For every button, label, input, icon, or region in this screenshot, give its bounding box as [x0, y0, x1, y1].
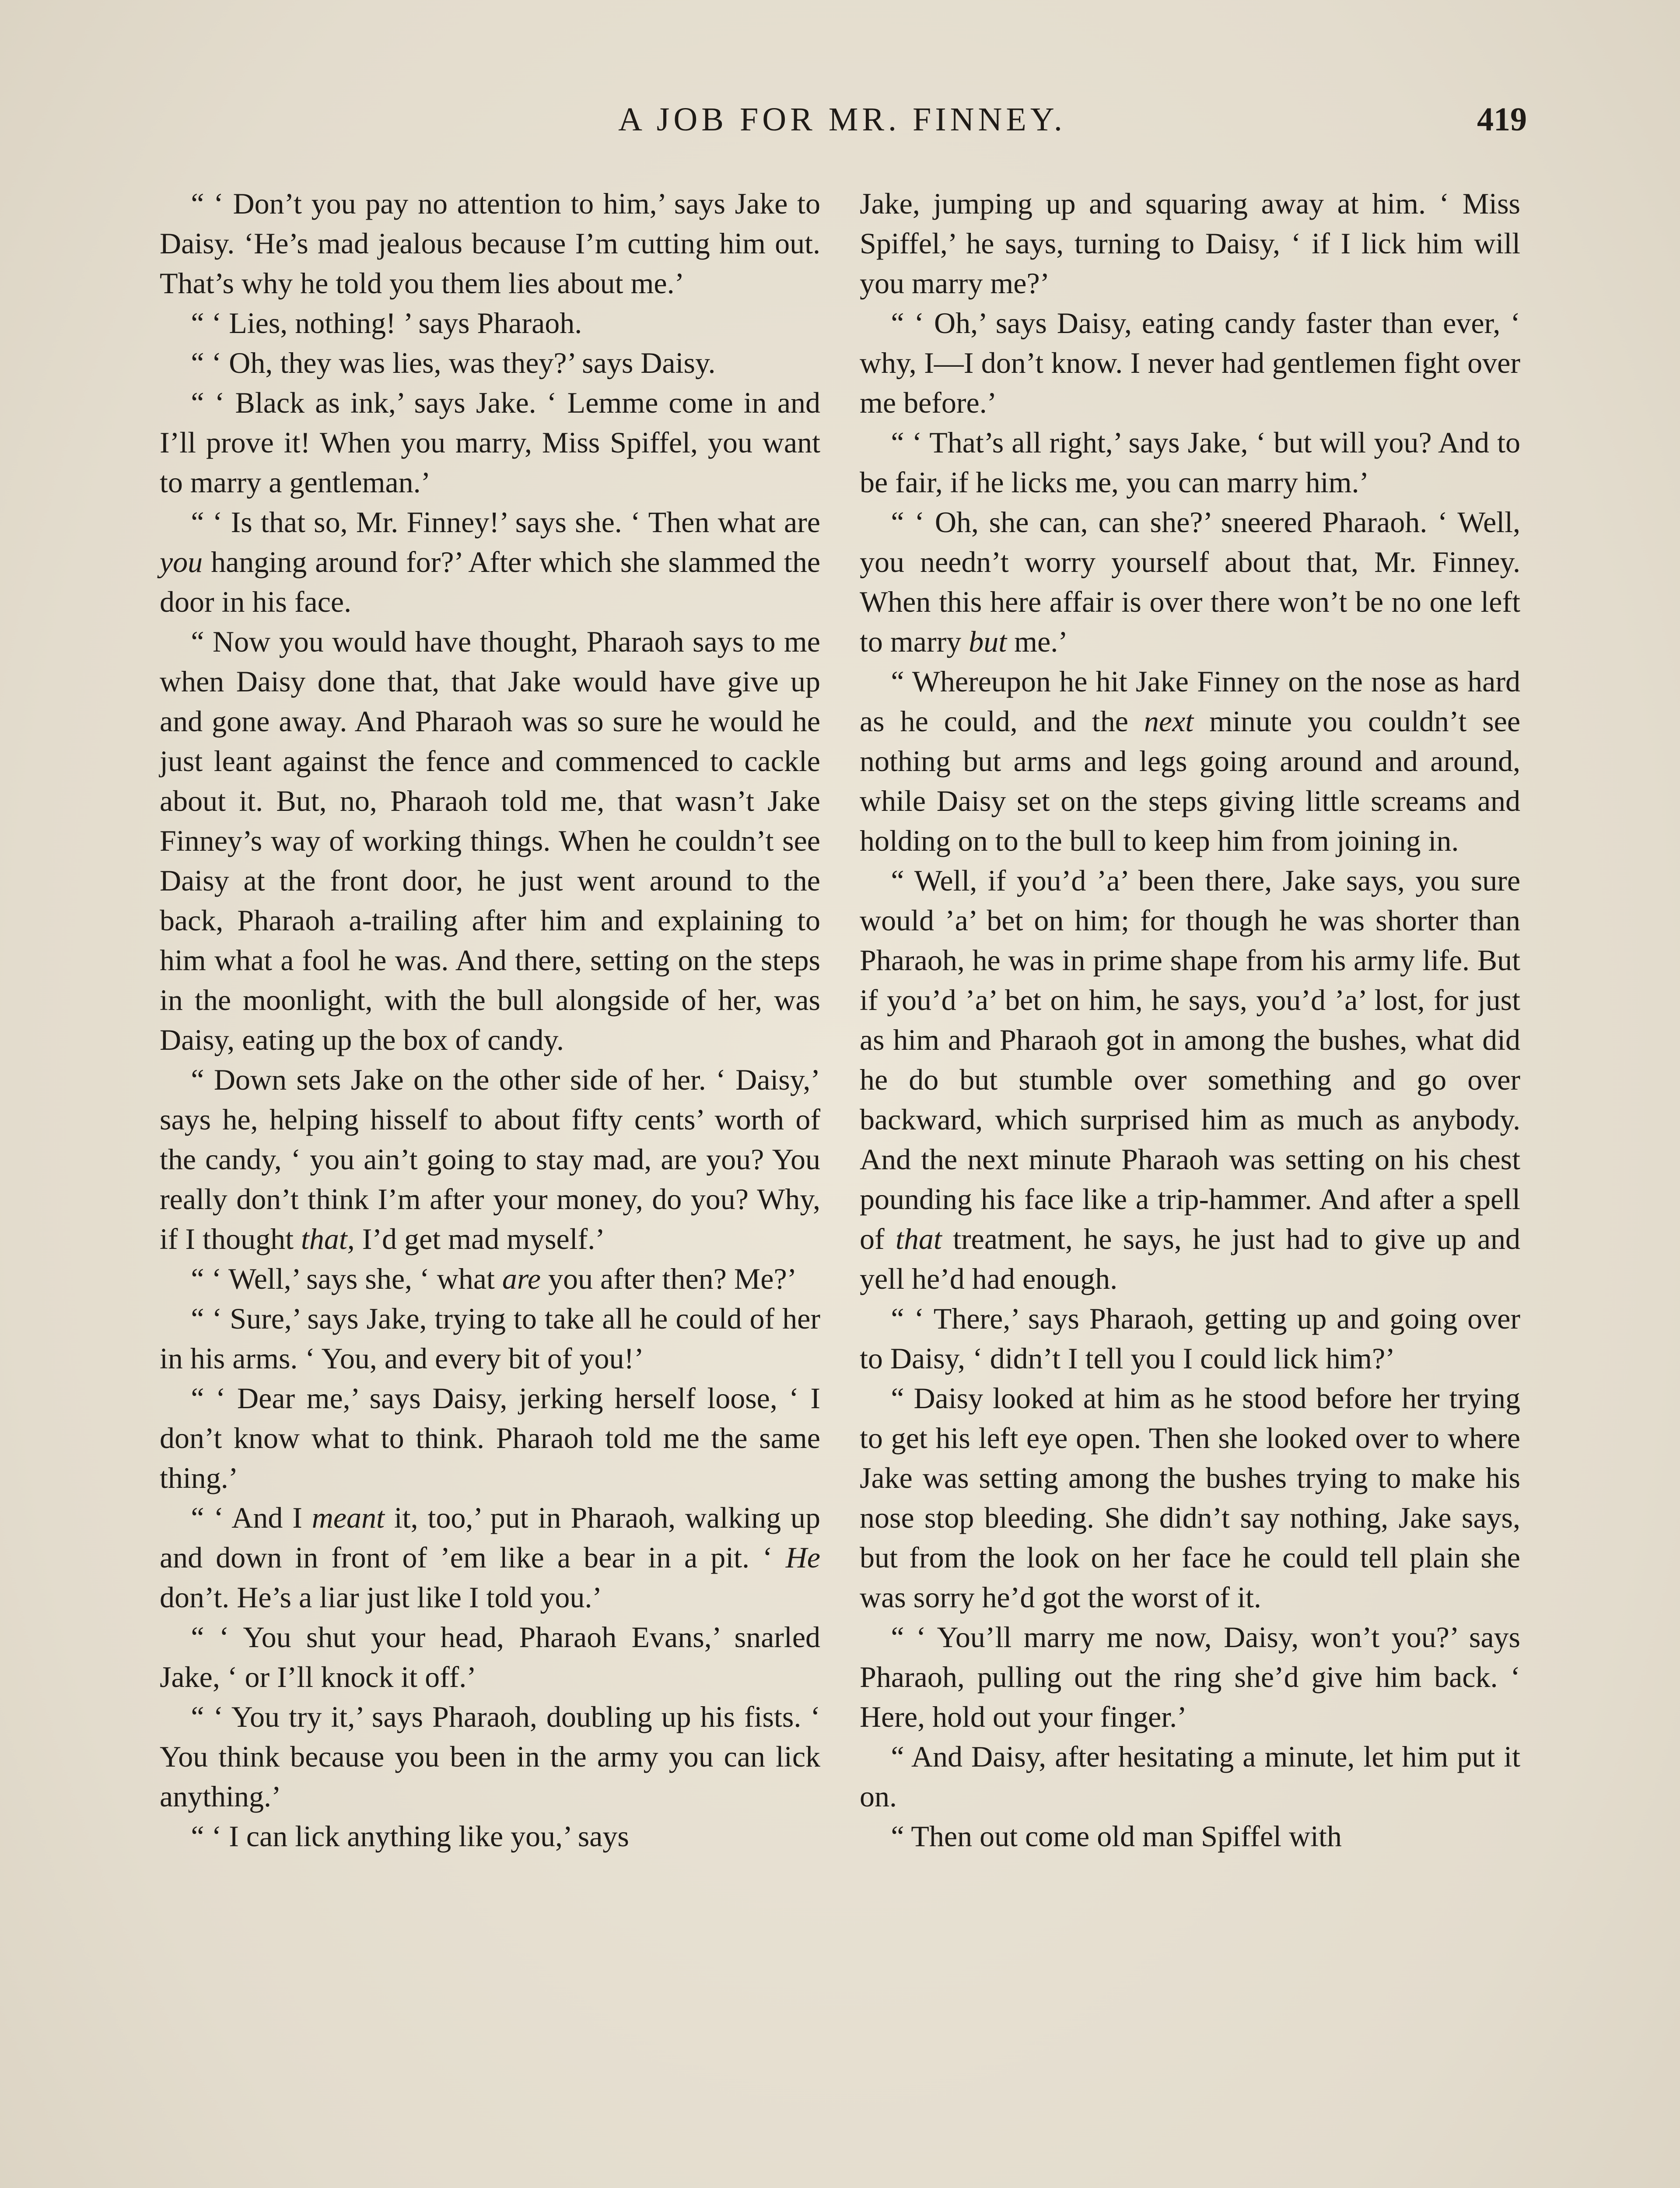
paragraph: “ Down sets Jake on the other side of her. ‘ Daisy,’ says he, helping hisself to about fifty cents’ worth of the candy, ‘ you ain’t going to stay mad, are you? You really don’t think I’m after your money, do you? Why, if I thought that, I’d get mad myself.’ — [160, 1063, 820, 1255]
paragraph: “ Well, if you’d ’a’ been there, Jake says, you sure would ’a’ bet on him; for though he was shorter than Pharaoh, he was in prime shape from his army life. But if you’d ’a’ bet on him, he says, you’d ’a’ lost, for just as him and Pharaoh got in among the bushes, what did he do but stumble over something and go over backward, which surprised him as much as anybody. And the next minute Pharaoh was setting on his chest pounding his face like a trip-hammer. And after a spell of that treatment, he says, he just had to give up and yell he’d had enough. — [860, 864, 1520, 1295]
paragraph: “ ‘ Oh,’ says Daisy, eating candy faster than ever, ‘ why, I—I don’t know. I never had gentlemen fight over me before.’ — [860, 306, 1520, 419]
paragraph: “ Whereupon he hit Jake Finney on the nose as hard as he could, and the next minute you couldn’t see nothing but arms and legs going around and around, while Daisy set on the steps giving little screams and holding on to the bull to keep him from joining in. — [860, 665, 1521, 857]
emphasis: meant — [312, 1501, 385, 1534]
paragraph: Jake, jumping up and squaring away at him. ‘ Miss Spiffel,’ he says, turning to Daisy, ‘ if I lick him will you marry me?’ — [860, 187, 1520, 300]
paragraph: “ ‘ Lies, nothing! ’ says Pharaoh. — [191, 306, 582, 340]
emphasis: but — [969, 625, 1007, 658]
paragraph: “ Daisy looked at him as he stood before her trying to get his left eye open. Then she looked over to where Jake was setting among the bushes trying to make his nose stop bleeding. She didn’t say nothing, Jake says, but from the look on her face he could tell plain she was sorry he’d got the worst of it. — [860, 1382, 1520, 1614]
paragraph: “ ‘ Black as ink,’ says Jake. ‘ Lemme come in and I’ll prove it! When you marry, Miss Spiffel, you want to marry a gentleman.’ — [160, 386, 820, 499]
emphasis: are — [502, 1262, 541, 1295]
paragraph: “ ‘ And I meant it, too,’ put in Pharaoh, walking up and down in front of ’em like a bear in a pit. ‘ He don’t. He’s a liar just like I told you.’ — [160, 1501, 820, 1614]
right-column — [860, 184, 1520, 1856]
paragraph: “ ‘ You try it,’ says Pharaoh, doubling up his fists. ‘ You think because you been in the army you can lick anything.’ — [160, 1700, 820, 1813]
page-header — [158, 101, 1527, 153]
paragraph: “ ‘ There,’ says Pharaoh, getting up and going over to Daisy, ‘ didn’t I tell you I could lick him?’ — [860, 1302, 1520, 1375]
emphasis: He — [785, 1541, 820, 1574]
left-column — [160, 184, 820, 1856]
paragraph: “ ‘ Dear me,’ says Daisy, jerking herself loose, ‘ I don’t know what to think. Pharaoh told me the same thing.’ — [160, 1382, 820, 1494]
paragraph: “ Now you would have thought, Pharaoh says to me when Daisy done that, that Jake would have give up and gone away. And Pharaoh was so sure he would he just leant against the fence and commenced to cackle about it. But, no, Pharaoh told me, that wasn’t Jake Finney’s way of working things. When he couldn’t see Daisy at the front door, he just went around to the back, Pharaoh a-trailing after him and explaining to him what a fool he was. And there, setting on the steps in the moonlight, with the bull alongside of her, was Daisy, eating up the box of candy. — [160, 625, 820, 1056]
paragraph: “ ‘ You’ll marry me now, Daisy, won’t you?’ says Pharaoh, pulling out the ring she’d give him back. ‘ Here, hold out your finger.’ — [860, 1620, 1520, 1733]
emphasis: next — [1144, 705, 1194, 738]
paragraph: “ ‘ That’s all right,’ says Jake, ‘ but will you? And to be fair, if he licks me, you can marry him.’ — [860, 426, 1520, 499]
paragraph: “ ‘ Sure,’ says Jake, trying to take all he could of her in his arms. ‘ You, and every bit of you!’ — [160, 1302, 820, 1375]
emphasis: you — [160, 545, 203, 579]
paragraph: “ ‘ Don’t you pay no attention to him,’ says Jake to Daisy. ‘He’s mad jealous because I’m cutting him out. That’s why he told you them lies about me.’ — [160, 187, 820, 300]
page-number: 419 — [1477, 101, 1527, 138]
paragraph: “ ‘ Oh, they was lies, was they?’ says Daisy. — [191, 346, 716, 379]
emphasis: that — [895, 1222, 942, 1255]
paragraph: “ ‘ Oh, she can, can she?’ sneered Pharaoh. ‘ Well, you needn’t worry yourself about that, Mr. Finney. When this here affair is over there won’t be no one left to marry but me.’ — [860, 505, 1520, 658]
paragraph: “ ‘ I can lick anything like you,’ says — [191, 1820, 629, 1853]
paragraph: “ ‘ Is that so, Mr. Finney!’ says she. ‘ Then what are you hanging around for?’ After which she slammed the door in his face. — [160, 505, 820, 618]
paragraph: “ ‘ Well,’ says she, ‘ what are you after then? Me?’ — [191, 1262, 797, 1295]
paragraph: “ Then out come old man Spiffel with — [891, 1820, 1342, 1853]
emphasis: that, — [301, 1222, 355, 1255]
paragraph: “ And Daisy, after hesitating a minute, let him put it on. — [860, 1740, 1520, 1813]
paragraph: “ ‘ You shut your head, Pharaoh Evans,’ snarled Jake, ‘ or I’ll knock it off.’ — [160, 1620, 820, 1694]
running-title: A JOB FOR MR. FINNEY. — [618, 101, 1066, 138]
